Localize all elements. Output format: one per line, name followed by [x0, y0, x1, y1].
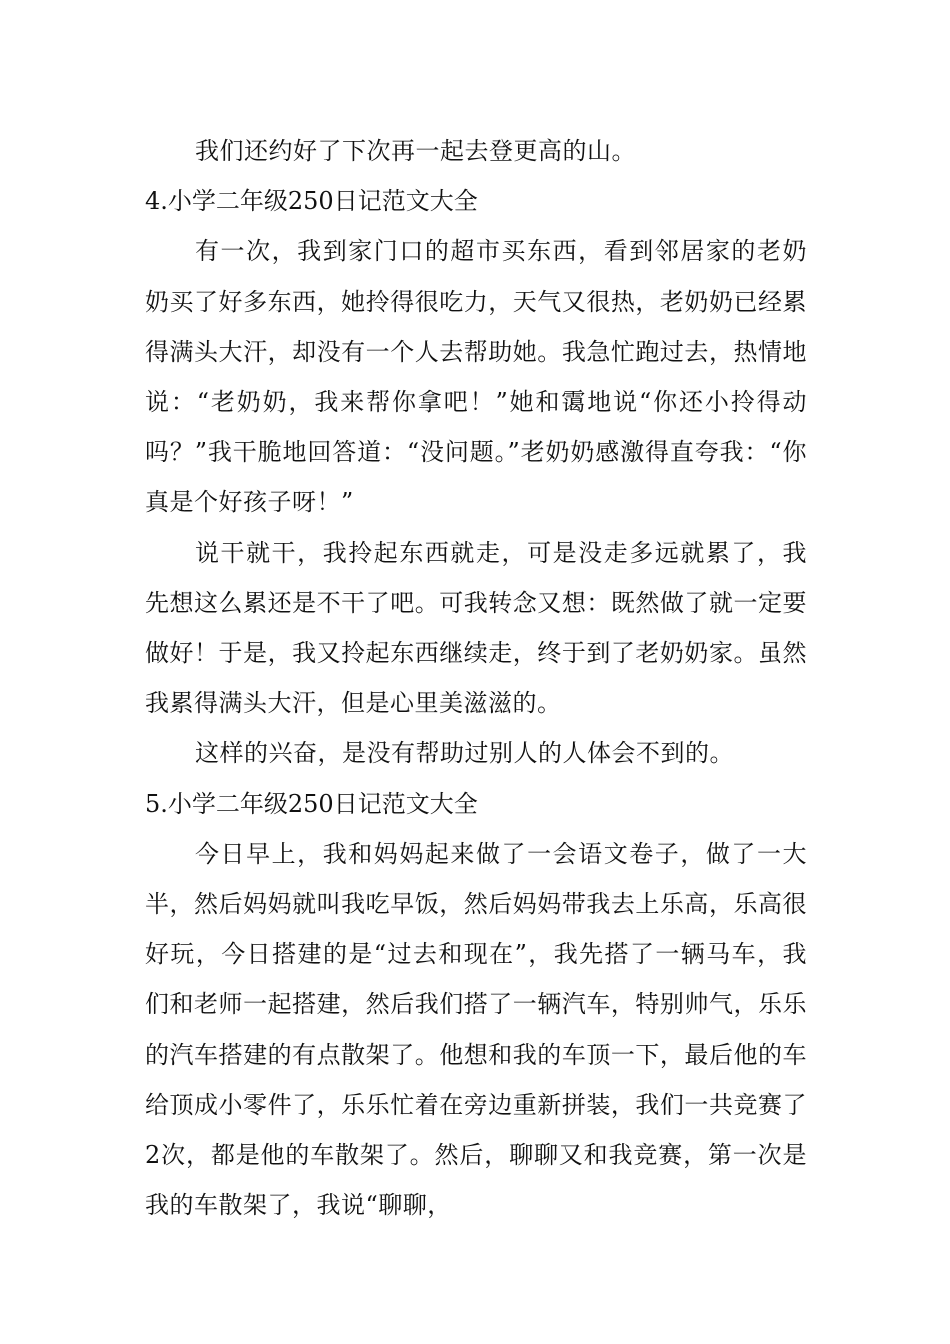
paragraph: 说干就干，我拎起东西就走，可是没走多远就累了，我先想这么累还是不干了吧。可我转念又想：既然做了就一定要做好！于是，我又拎起东西继续走，终于到了老奶奶家。虽然我累得满头大汗，但是心里美滋滋的。	[145, 538, 807, 718]
paragraph: 这样的兴奋，是没有帮助过别人的人体会不到的。	[195, 739, 734, 768]
document-body	[145, 126, 807, 1230]
section-heading: 5.小学二年级250日记范文大全	[145, 789, 478, 818]
paragraph: 我们还约好了下次再一起去登更高的山。	[195, 137, 636, 165]
paragraph: 有一次，我到家门口的超市买东西，看到邻居家的老奶奶买了好多东西，她拎得很吃力，天气又很热，老奶奶已经累得满头大汗，却没有一个人去帮助她。我急忙跑过去，热情地说：“老奶奶，我来帮你拿吧！”她和霭地说“你还小拎得动吗？”我干脆地回答道：“没问题。”老奶奶感激得直夸我：“你真是个好孩子呀！”	[145, 237, 807, 517]
paragraph: 今日早上，我和妈妈起来做了一会语文卷子，做了一大半，然后妈妈就叫我吃早饭，然后妈妈带我去上乐高，乐高很好玩，今日搭建的是“过去和现在”，我先搭了一辆马车，我们和老师一起搭建，然后我们搭了一辆汽车，特别帅气，乐乐的汽车搭建的有点散架了。他想和我的车顶一下，最后他的车给顶成小零件了，乐乐忙着在旁边重新拼装，我们一共竞赛了2次，都是他的车散架了。然后，聊聊又和我竞赛，第一次是我的车散架了，我说“聊聊，	[145, 839, 807, 1220]
section-heading: 4.小学二年级250日记范文大全	[145, 187, 478, 216]
